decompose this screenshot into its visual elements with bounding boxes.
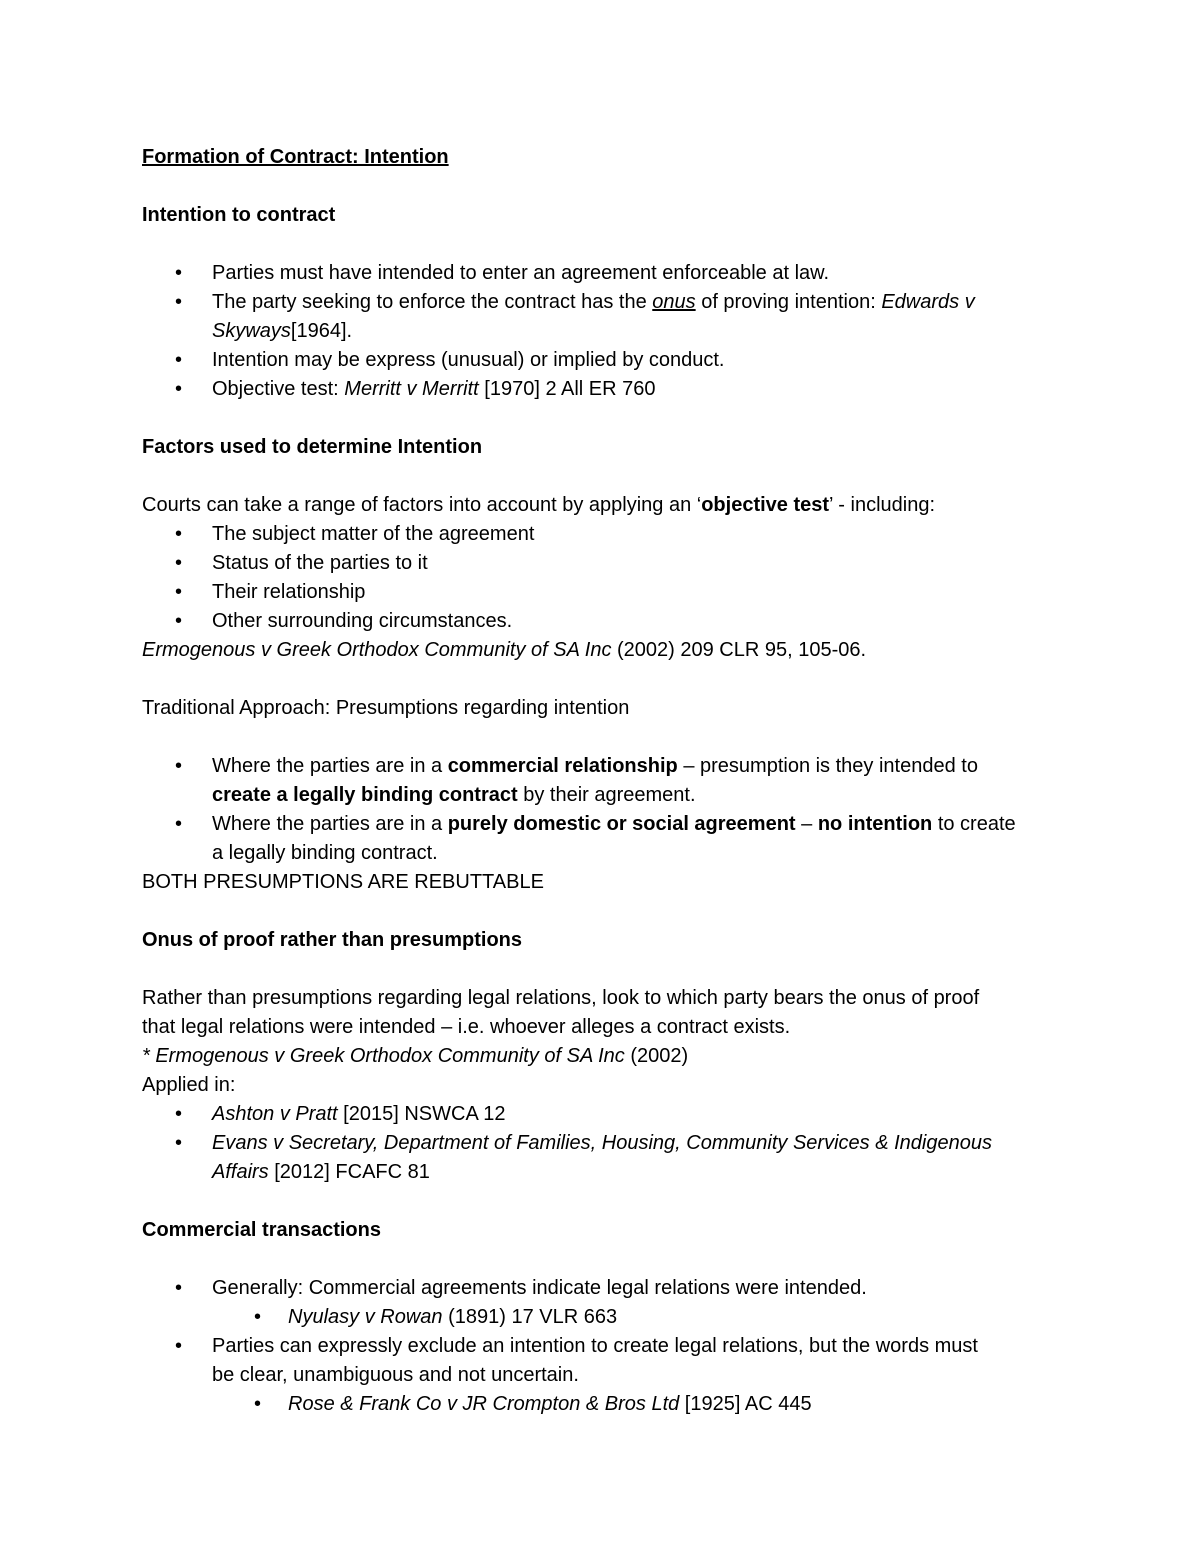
rebuttable-note: BOTH PRESUMPTIONS ARE REBUTTABLE <box>142 871 544 893</box>
list-item: • Their relationship <box>142 578 1072 607</box>
onus-citation: * Ermogenous v Greek Orthodox Community of SA Inc (2002) <box>142 1045 689 1067</box>
case-name: Ermogenous v Greek Orthodox Community of SA Inc <box>142 639 612 661</box>
applied-list <box>142 1100 1072 1187</box>
bullet-icon: • <box>175 1335 183 1357</box>
case-name: Edwards v <box>881 291 975 313</box>
case-name: Ashton v Pratt <box>212 1103 338 1125</box>
case-name: Skyways <box>212 320 291 342</box>
onus-paragraph: Rather than presumptions regarding legal relations, look to which party bears the onus of proof that legal relations were intended – i.e. whoever alleges a contract exists. <box>142 987 980 1038</box>
list-item: • Other surrounding circumstances. <box>142 607 1072 636</box>
document-title: Formation of Contract: Intention <box>142 146 449 168</box>
bullet-icon: • <box>175 610 183 632</box>
case-name: * Ermogenous v Greek Orthodox Community of SA Inc <box>142 1045 625 1067</box>
onus-term: onus <box>652 291 696 313</box>
bullet-icon: • <box>175 755 183 777</box>
list-item: • The party seeking to enforce the contract has the onus of proving intention: Edwards v Skyways[1964]. <box>142 288 1072 346</box>
bullet-icon: • <box>254 1306 262 1328</box>
bullet-icon: • <box>175 523 183 545</box>
list-item: • Parties can expressly exclude an intention to create legal relations, but the words must be clear, unambiguous and not uncertain. <box>142 1332 1072 1390</box>
sub-list-item: • Rose & Frank Co v JR Crompton & Bros Ltd [1925] AC 445 <box>142 1390 1072 1419</box>
factors-intro: Courts can take a range of factors into account by applying an ‘objective test’ - including: <box>142 494 936 516</box>
applied-in-label: Applied in: <box>142 1074 236 1096</box>
list-item: • Where the parties are in a purely domestic or social agreement – no intention to create a legally binding contract. <box>142 810 1072 868</box>
list-item: • Generally: Commercial agreements indicate legal relations were intended. <box>142 1274 1072 1303</box>
list-item: • Evans v Secretary, Department of Families, Housing, Community Services & Indigenous Affairs [2012] FCAFC 81 <box>142 1129 1072 1187</box>
bullet-icon: • <box>175 378 183 400</box>
bullet-icon: • <box>175 1132 183 1154</box>
commercial-list <box>142 1274 1072 1419</box>
list-item: • Status of the parties to it <box>142 549 1072 578</box>
list-item: • The subject matter of the agreement <box>142 520 1072 549</box>
bullet-icon: • <box>254 1393 262 1415</box>
section-heading-intention: Intention to contract <box>142 204 336 226</box>
bullet-icon: • <box>175 291 183 313</box>
case-name: Nyulasy v Rowan <box>288 1306 443 1328</box>
bullet-icon: • <box>175 1103 183 1125</box>
section-heading-commercial: Commercial transactions <box>142 1219 381 1241</box>
case-name: Affairs <box>212 1161 269 1183</box>
bullet-icon: • <box>175 581 183 603</box>
section-heading-onus: Onus of proof rather than presumptions <box>142 929 523 951</box>
bullet-icon: • <box>175 349 183 371</box>
list-item: • Intention may be express (unusual) or implied by conduct. <box>142 346 1072 375</box>
case-name: Merritt v Merritt <box>344 378 479 400</box>
presumptions-list <box>142 752 1072 868</box>
list-item: • Where the parties are in a commercial relationship – presumption is they intended to create a legally binding contract by their agreement. <box>142 752 1072 810</box>
factors-list <box>142 520 1072 636</box>
bullet-icon: • <box>175 262 183 284</box>
list-item: • Objective test: Merritt v Merritt [1970] 2 All ER 760 <box>142 375 1072 404</box>
section-heading-traditional: Traditional Approach: Presumptions regarding intention <box>142 697 630 719</box>
bullet-icon: • <box>175 1277 183 1299</box>
factors-citation: Ermogenous v Greek Orthodox Community of SA Inc (2002) 209 CLR 95, 105-06. <box>142 639 867 661</box>
bullet-icon: • <box>175 813 183 835</box>
list-item: • Ashton v Pratt [2015] NSWCA 12 <box>142 1100 1072 1129</box>
list-item: • Parties must have intended to enter an agreement enforceable at law. <box>142 259 1072 288</box>
document-page <box>142 143 1072 1419</box>
intention-list <box>142 259 1072 404</box>
case-name: Rose & Frank Co v JR Crompton & Bros Ltd <box>288 1393 680 1415</box>
section-heading-factors: Factors used to determine Intention <box>142 436 483 458</box>
sub-list-item: • Nyulasy v Rowan (1891) 17 VLR 663 <box>142 1303 1072 1332</box>
bullet-icon: • <box>175 552 183 574</box>
case-name: Evans v Secretary, Department of Families, Housing, Community Services & Indigenous <box>212 1132 992 1154</box>
